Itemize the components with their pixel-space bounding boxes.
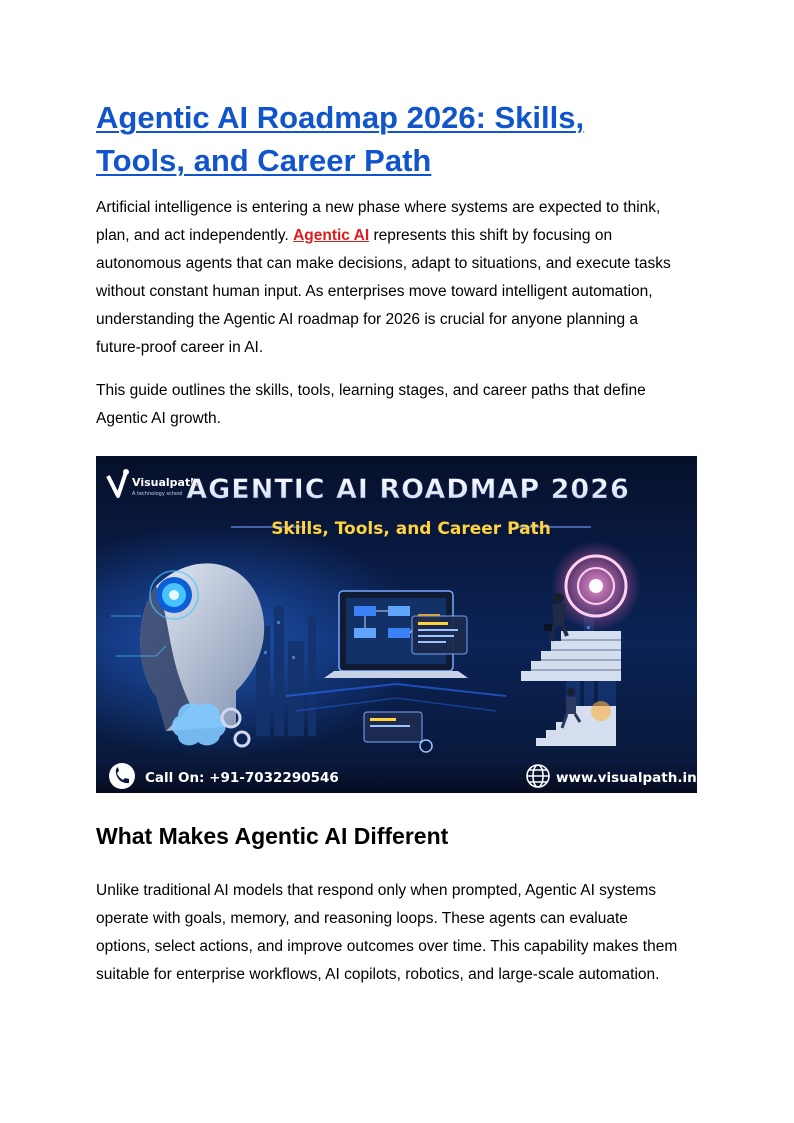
section-paragraph [96,877,696,989]
guide-line-1: This guide outlines the skills, tools, learning stages, and career paths that define [96,382,646,399]
intro-line-2-end: represents this shift by focusing on [369,227,613,244]
phone-icon [109,763,135,789]
intro-line-4: without constant human input. As enterprises move toward intelligent automation, [96,283,653,300]
section-line-4: suitable for enterprise workflows, AI copilots, robotics, and large-scale automation. [96,966,660,983]
section-line-1: Unlike traditional AI models that respond only when prompted, Agentic AI systems [96,882,657,899]
section-line-2: operate with goals, memory, and reasoning loops. These agents can evaluate [96,910,628,927]
intro-line-3: autonomous agents that can make decisions, adapt to situations, and execute tasks [96,255,671,272]
agentic-ai-link[interactable]: Agentic AI [293,227,370,244]
intro-paragraph [96,194,696,362]
intro-line-1: Artificial intelligence is entering a new phase where systems are expected to think, [96,199,661,216]
section-heading: What Makes Agentic AI Different [96,823,449,849]
article-title-link[interactable] [96,96,696,182]
guide-line-2: Agentic AI growth. [96,410,221,427]
intro-line-2-start: plan, and act independently. [96,227,294,244]
banner-website: www.visualpath.in [556,770,697,786]
banner-subheadline: Skills, Tools, and Career Path [271,519,551,539]
section-line-3: options, select actions, and improve outcomes over time. This capability makes them [96,938,678,955]
intro-line-5: understanding the Agentic AI roadmap for 2026 is crucial for anyone planning a [96,311,639,328]
banner-brand-tagline: A technology school [132,491,183,497]
banner-call-label: Call On: +91-7032290546 [145,770,339,786]
intro-line-2 [96,222,696,250]
title-line-2: Tools, and Career Path [96,143,432,178]
guide-paragraph [96,377,696,433]
intro-line-6: future-proof career in AI. [96,339,264,356]
roadmap-banner-image [96,456,697,793]
title-line-1: Agentic AI Roadmap 2026: Skills, [96,100,585,135]
banner-headline: AGENTIC AI ROADMAP 2026 [186,474,630,505]
banner-brand: Visualpath [132,476,199,489]
